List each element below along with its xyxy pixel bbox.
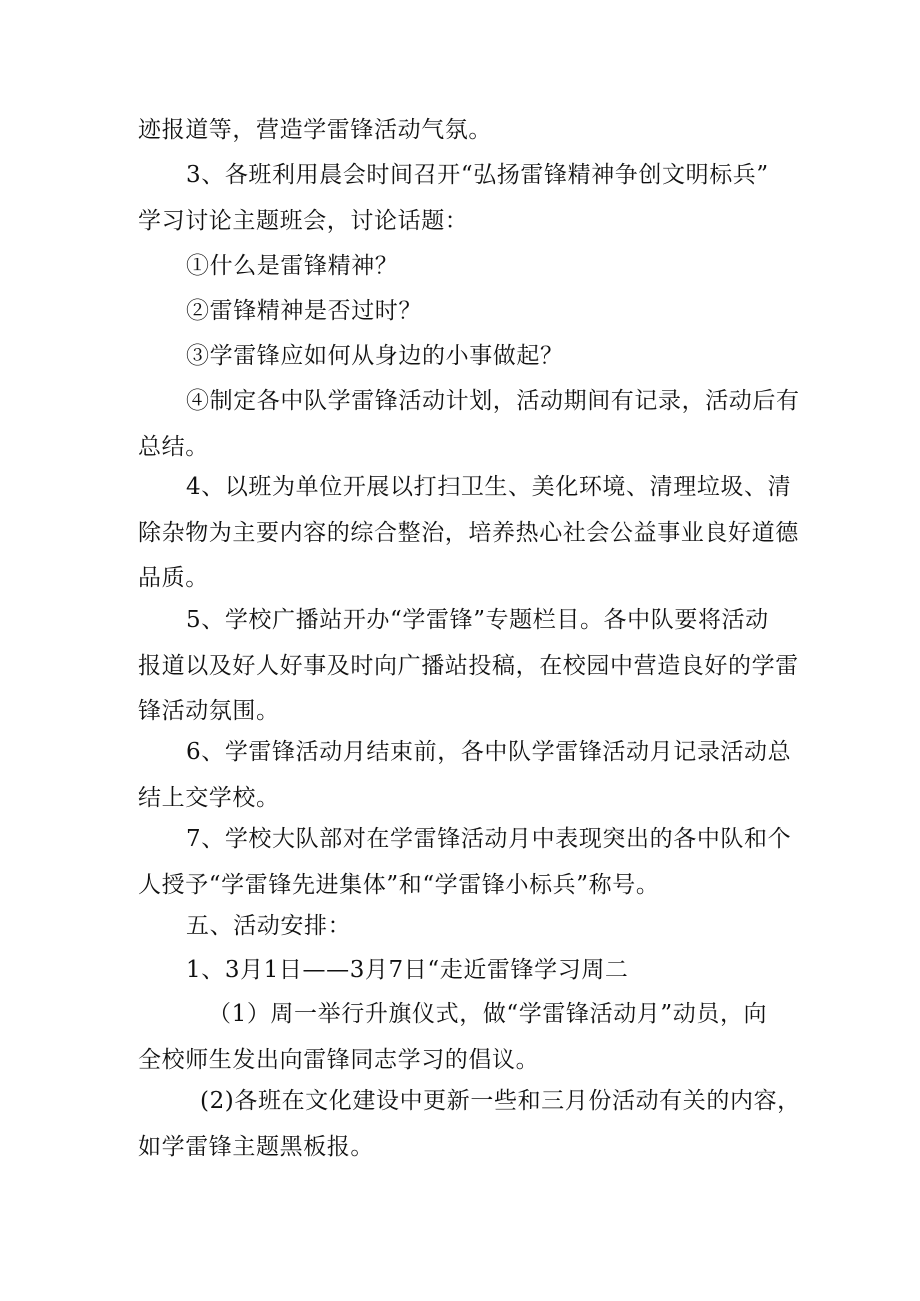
text-line: 4、以班为单位开展以打扫卫生、美化环境、清理垃圾、清 [186,474,792,500]
text-line: 学习讨论主题班会，讨论话题： [138,207,469,234]
text-line: 人授予“学雷锋先进集体”和“学雷锋小标兵”称号。 [138,871,660,898]
schedule-item-1 [138,948,788,994]
paragraph-item-7 [138,817,792,908]
text-line: 五、活动安排： [186,913,352,939]
text-line: 1、3月1日——3月7日“走近雷锋学习周二 [186,957,629,983]
paragraph-item-5 [138,598,799,735]
text-line: ①什么是雷锋精神？ [186,253,399,279]
schedule-subitem-1 [138,992,788,1083]
paragraph-continuation [138,108,788,154]
text-line: 除杂物为主要内容的综合整治，培养热心社会公益事业良好道德 [138,519,799,546]
paragraph-item-6 [138,730,792,821]
text-line: ④制定各中队学雷锋活动计划，活动期间有记录，活动后有 [186,388,800,414]
text-line: (2)各班在文化建设中更新一些和三月份活动有关的内容， [200,1088,801,1114]
text-line: 5、学校广播站开办“学雷锋”专题栏目。各中队要将活动 [186,607,769,633]
topic-item-2 [138,289,788,335]
text-line: 7、学校大队部对在学雷锋活动月中表现突出的各中队和个 [186,826,792,852]
paragraph-item-4 [138,465,799,602]
paragraph-item-3 [138,153,788,244]
text-line: 3、各班利用晨会时间召开“弘扬雷锋精神争创文明标兵” [186,162,769,188]
topic-item-3 [138,334,788,380]
text-line: 锋活动氛围。 [138,698,280,724]
text-line: （1）周一举行升旗仪式，做“学雷锋活动月”动员，向 [208,1001,768,1027]
text-line: 品质。 [138,565,209,591]
text-line: 报道以及好人好事及时向广播站投稿，在校园中营造良好的学雷 [138,652,799,679]
text-line: 总结。 [138,433,209,460]
text-line: 6、学雷锋活动月结束前，各中队学雷锋活动月记录活动总 [186,739,792,765]
text-line: ②雷锋精神是否过时？ [186,298,422,324]
text-line: 全校师生发出向雷锋同志学习的倡议。 [138,1046,540,1073]
topic-item-1 [138,244,788,290]
text-line: 如学雷锋主题黑板报。 [138,1133,374,1160]
text-line: 迹报道等，营造学雷锋活动气氛。 [138,117,492,143]
text-line: 结上交学校。 [138,784,280,811]
text-line: ③学雷锋应如何从身边的小事做起？ [186,343,564,369]
section-heading-5 [138,904,788,950]
schedule-subitem-2 [138,1079,801,1170]
topic-item-4 [138,379,800,470]
